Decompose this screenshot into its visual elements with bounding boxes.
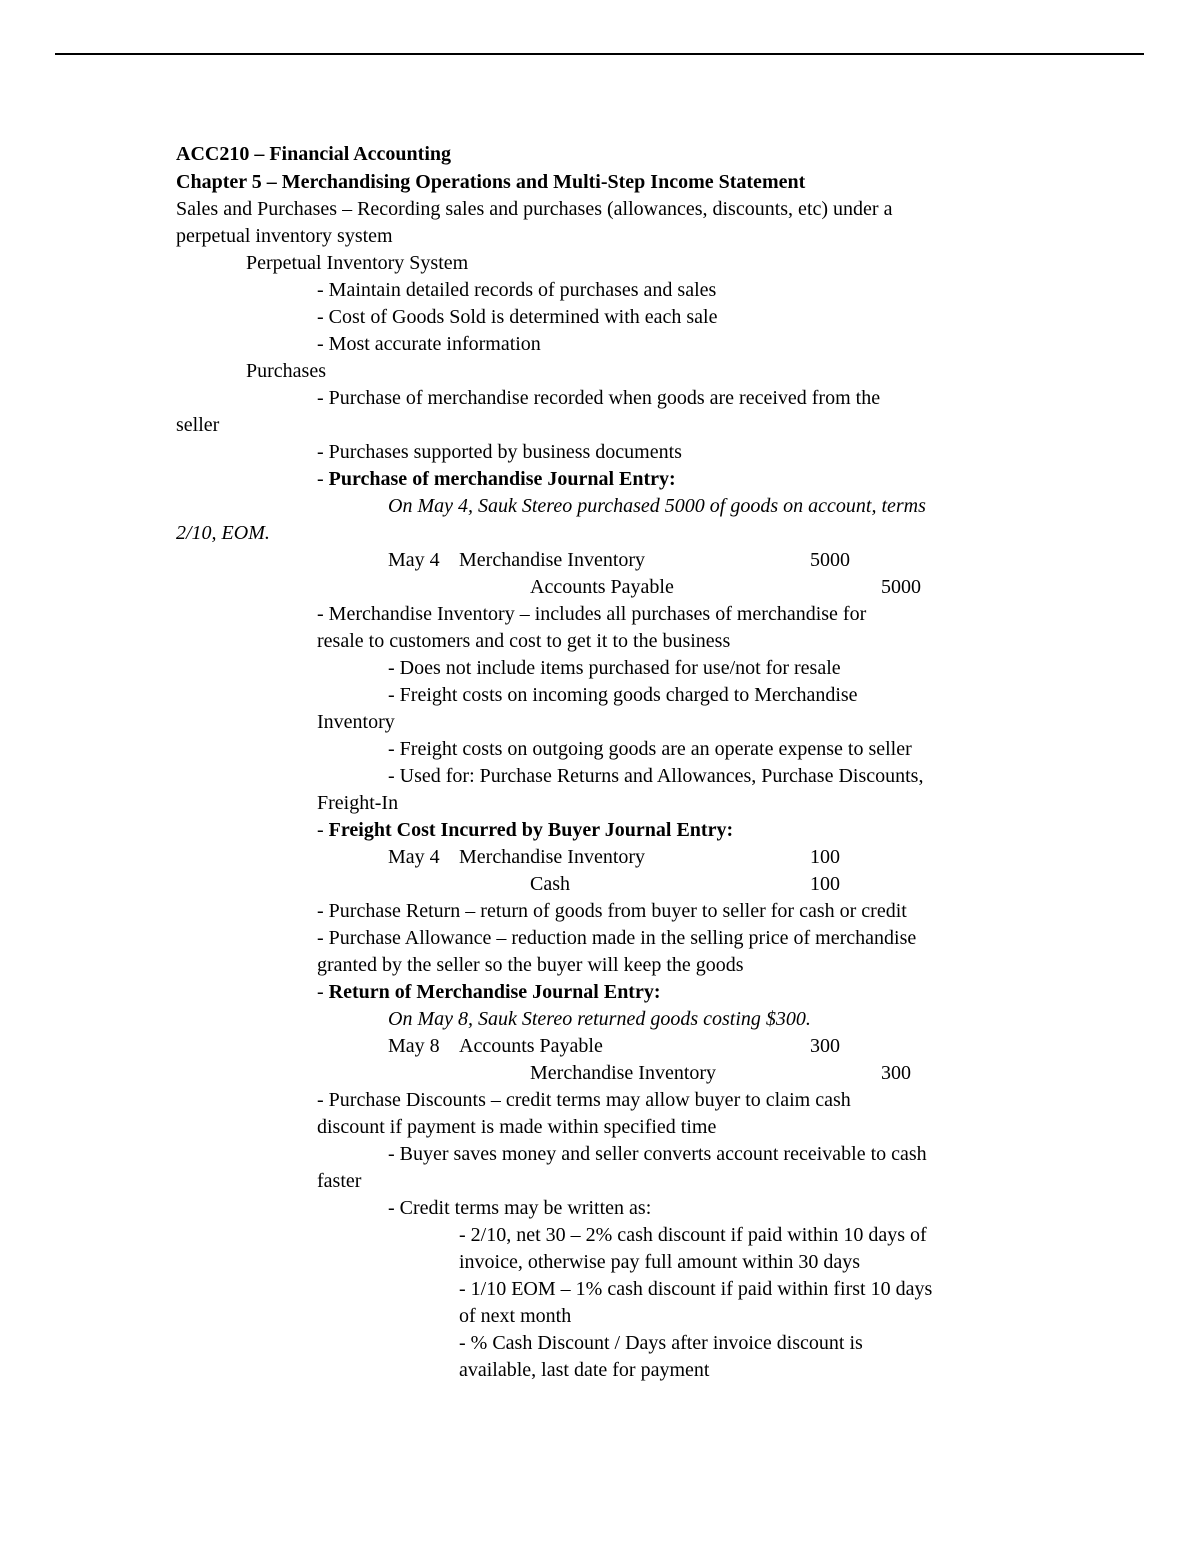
credit-term-item: - 2/10, net 30 – 2% cash discount if paid within 10 days of: [459, 1224, 927, 1246]
debit-account: Merchandise Inventory: [459, 549, 646, 571]
list-item-wrap: granted by the seller so the buyer will keep the goods: [317, 954, 744, 976]
journal-entry-heading: [317, 817, 733, 844]
chapter-title: Chapter 5 – Merchandising Operations and Multi-Step Income Statement: [176, 171, 806, 193]
credit-amount: 300: [881, 1062, 911, 1084]
list-item: - Freight costs on outgoing goods are an operate expense to seller: [388, 738, 912, 760]
credit-account: Accounts Payable: [530, 576, 674, 598]
top-rule: [55, 53, 1144, 55]
intro-line: Sales and Purchases – Recording sales and purchases (allowances, discounts, etc) under a: [176, 198, 893, 220]
debit-amount: 5000: [810, 549, 850, 571]
list-item: - Maintain detailed records of purchases and sales: [317, 279, 717, 301]
journal-row: [0, 1060, 1200, 1087]
example-text: On May 8, Sauk Stereo returned goods costing $300.: [388, 1008, 811, 1030]
list-item: - Purchase Return – return of goods from buyer to seller for cash or credit: [317, 900, 907, 922]
debit-account: Accounts Payable: [459, 1035, 603, 1057]
bullet-dash: -: [317, 981, 329, 1003]
credit-amount: 100: [810, 873, 840, 895]
journal-row: [0, 844, 1200, 871]
course-title: ACC210 – Financial Accounting: [176, 143, 452, 165]
journal-row: [0, 871, 1200, 898]
debit-account: Merchandise Inventory: [459, 846, 646, 868]
journal-entry-heading: [317, 466, 676, 493]
journal-row: [0, 1033, 1200, 1060]
credit-term-item: - 1/10 EOM – 1% cash discount if paid within first 10 days: [459, 1278, 933, 1300]
debit-amount: 300: [810, 1035, 840, 1057]
list-item-wrap: Inventory: [317, 711, 395, 733]
journal-entry-title: Purchase of merchandise Journal Entry:: [328, 468, 676, 490]
list-item: - Most accurate information: [317, 333, 541, 355]
credit-account: Cash: [530, 873, 570, 895]
credit-term-item-wrap: of next month: [459, 1305, 572, 1327]
list-item-wrap: Freight-In: [317, 792, 399, 814]
journal-row: [0, 547, 1200, 574]
credit-term-item: - % Cash Discount / Days after invoice discount is: [459, 1332, 863, 1354]
list-item: - Buyer saves money and seller converts account receivable to cash: [388, 1143, 927, 1165]
credit-term-item-wrap: available, last date for payment: [459, 1359, 710, 1381]
credit-account: Merchandise Inventory: [530, 1062, 717, 1084]
bullet-dash: -: [317, 468, 329, 490]
entry-date: May 4: [388, 549, 440, 571]
list-item: - Credit terms may be written as:: [388, 1197, 652, 1219]
journal-entry-heading: [317, 979, 661, 1006]
list-item-wrap: resale to customers and cost to get it to the business: [317, 630, 731, 652]
credit-amount: 5000: [881, 576, 921, 598]
example-text: 2/10, EOM.: [176, 522, 270, 544]
list-item: - Purchase of merchandise recorded when goods are received from the: [317, 387, 881, 409]
entry-date: May 4: [388, 846, 440, 868]
section-heading: Perpetual Inventory System: [246, 252, 469, 274]
list-item: - Freight costs on incoming goods charged to Merchandise: [388, 684, 858, 706]
entry-date: May 8: [388, 1035, 440, 1057]
list-item: - Merchandise Inventory – includes all purchases of merchandise for: [317, 603, 867, 625]
list-item: - Purchase Allowance – reduction made in the selling price of merchandise: [317, 927, 917, 949]
section-heading: Purchases: [246, 360, 326, 382]
bullet-dash: -: [317, 819, 329, 841]
list-item: - Purchases supported by business documents: [317, 441, 682, 463]
list-item-wrap: seller: [176, 414, 220, 436]
debit-amount: 100: [810, 846, 840, 868]
journal-entry-title: Freight Cost Incurred by Buyer Journal Entry:: [328, 819, 734, 841]
credit-term-item-wrap: invoice, otherwise pay full amount within 30 days: [459, 1251, 861, 1273]
journal-row: [0, 574, 1200, 601]
list-item: - Does not include items purchased for use/not for resale: [388, 657, 841, 679]
list-item: - Used for: Purchase Returns and Allowances, Purchase Discounts,: [388, 765, 924, 787]
list-item: - Cost of Goods Sold is determined with each sale: [317, 306, 718, 328]
example-text: On May 4, Sauk Stereo purchased 5000 of goods on account, terms: [388, 495, 926, 517]
list-item: - Purchase Discounts – credit terms may allow buyer to claim cash: [317, 1089, 851, 1111]
intro-line: perpetual inventory system: [176, 225, 393, 247]
list-item-wrap: faster: [317, 1170, 362, 1192]
list-item-wrap: discount if payment is made within specified time: [317, 1116, 717, 1138]
journal-entry-title: Return of Merchandise Journal Entry:: [328, 981, 661, 1003]
